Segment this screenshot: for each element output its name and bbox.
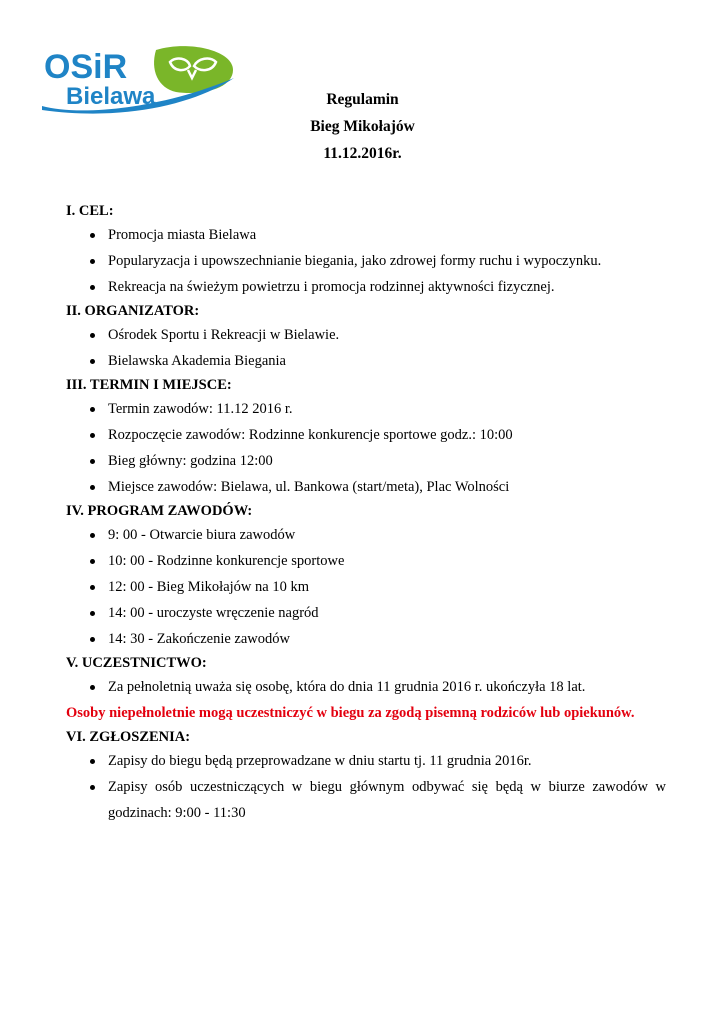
list-item: Popularyzacja i upowszechnianie biegania, jako zdrowej formy ruchu i wypoczynku.: [66, 248, 666, 274]
bullet-icon: [90, 359, 95, 364]
list-item: Zapisy do biegu będą przeprowadzane w dniu startu tj. 11 grudnia 2016r.: [66, 748, 666, 774]
list-item: Promocja miasta Bielawa: [66, 222, 666, 248]
list-item: 14: 00 - uroczyste wręczenie nagród: [66, 600, 666, 626]
bullet-icon: [90, 233, 95, 238]
logo-word-osir: OSiR: [44, 48, 128, 86]
list-item: 14: 30 - Zakończenie zawodów: [66, 626, 666, 652]
list-item: Ośrodek Sportu i Rekreacji w Bielawie.: [66, 322, 666, 348]
header-event-name: Bieg Mikołajów: [310, 118, 415, 135]
bullet-icon: [90, 685, 95, 690]
list-item: Rekreacja na świeżym powietrzu i promocja rodzinnej aktywności fizycznej.: [66, 274, 666, 300]
list-item: Zapisy osób uczestniczących w biegu głównym odbywać się będą w biurze zawodów w godzinach: 9:00 - 11:30: [66, 774, 666, 826]
list-organizator: [66, 322, 666, 374]
list-item: 10: 00 - Rodzinne konkurencje sportowe: [66, 548, 666, 574]
list-item: Bielawska Akademia Biegania: [66, 348, 666, 374]
bullet-icon: [90, 459, 95, 464]
minors-notice: Osoby niepełnoletnie mogą uczestniczyć w biegu za zgodą pisemną rodziców lub opiekunów.: [66, 705, 635, 721]
bullet-icon: [90, 759, 95, 764]
section-heading-cel: I. CEL:: [66, 203, 114, 219]
list-item: Termin zawodów: 11.12 2016 r.: [66, 396, 666, 422]
list-item: Rozpoczęcie zawodów: Rodzinne konkurencje sportowe godz.: 10:00: [66, 422, 666, 448]
list-item: Za pełnoletnią uważa się osobę, która do dnia 11 grudnia 2016 r. ukończyła 18 lat.: [66, 674, 666, 700]
bullet-icon: [90, 433, 95, 438]
bullet-icon: [90, 533, 95, 538]
bullet-icon: [90, 333, 95, 338]
list-program: [66, 522, 666, 652]
list-item: 9: 00 - Otwarcie biura zawodów: [66, 522, 666, 548]
section-heading-program: IV. PROGRAM ZAWODÓW:: [66, 503, 253, 519]
list-uczestnictwo: [66, 674, 666, 700]
document-header: [0, 86, 725, 167]
document-body: [66, 200, 666, 826]
list-item: Miejsce zawodów: Bielawa, ul. Bankowa (start/meta), Plac Wolności: [66, 474, 666, 500]
bullet-icon: [90, 259, 95, 264]
bullet-icon: [90, 559, 95, 564]
bullet-icon: [90, 285, 95, 290]
section-heading-organizator: II. ORGANIZATOR:: [66, 303, 200, 319]
logo-word-bielawa: Bielawa: [66, 83, 156, 110]
section-heading-zgloszenia: VI. ZGŁOSZENIA:: [66, 729, 191, 745]
list-zgloszenia: [66, 748, 666, 826]
section-heading-uczestnictwo: V. UCZESTNICTWO:: [66, 655, 207, 671]
bullet-icon: [90, 785, 95, 790]
bullet-icon: [90, 485, 95, 490]
list-cel: [66, 222, 666, 300]
list-item: 12: 00 - Bieg Mikołajów na 10 km: [66, 574, 666, 600]
bullet-icon: [90, 611, 95, 616]
list-item: Bieg główny: godzina 12:00: [66, 448, 666, 474]
bullet-icon: [90, 637, 95, 642]
section-heading-termin: III. TERMIN I MIEJSCE:: [66, 377, 232, 393]
bullet-icon: [90, 407, 95, 412]
header-date: 11.12.2016r.: [323, 145, 402, 162]
bullet-icon: [90, 585, 95, 590]
list-termin: [66, 396, 666, 500]
header-title: Regulamin: [326, 91, 399, 108]
